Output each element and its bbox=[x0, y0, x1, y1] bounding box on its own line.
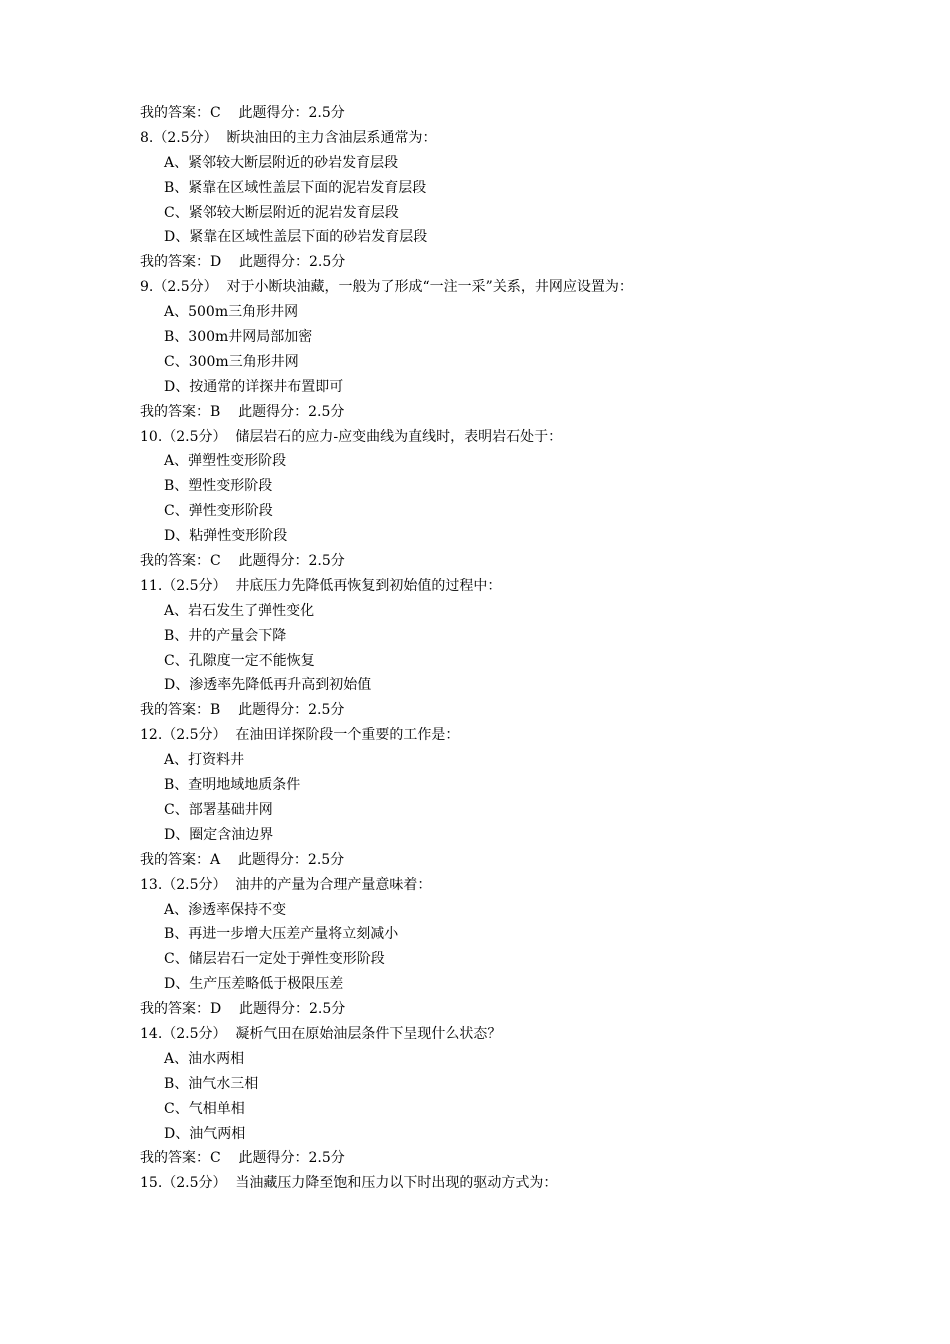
answer-option: D、油气两相 bbox=[164, 1125, 246, 1142]
answer-option: C、弹性变形阶段 bbox=[164, 503, 273, 520]
answer-option: B、查明地域地质条件 bbox=[164, 777, 301, 794]
answer-option: A、500m三角形井网 bbox=[164, 304, 299, 321]
answer-option: D、按通常的详探井布置即可 bbox=[164, 378, 344, 395]
answer-option: D、紧靠在区域性盖层下面的砂岩发育层段 bbox=[164, 229, 428, 246]
document-body bbox=[140, 101, 840, 1196]
question-text: 13.（2.5分） 油井的产量为合理产量意味着： bbox=[140, 876, 432, 893]
my-answer-line: 我的答案：B 此题得分：2.5分 bbox=[140, 702, 345, 719]
answer-option: A、弹塑性变形阶段 bbox=[164, 453, 287, 470]
answer-option: C、气相单相 bbox=[164, 1100, 245, 1117]
answer-option: A、打资料井 bbox=[164, 752, 245, 769]
answer-option: B、300m井网局部加密 bbox=[164, 329, 313, 346]
answer-option: B、紧靠在区域性盖层下面的泥岩发育层段 bbox=[164, 179, 427, 196]
answer-option: A、紧邻较大断层附近的砂岩发育层段 bbox=[164, 154, 399, 171]
answer-option: C、孔隙度一定不能恢复 bbox=[164, 652, 315, 669]
answer-option: C、紧邻较大断层附近的泥岩发育层段 bbox=[164, 204, 399, 221]
question-text: 8.（2.5分） 断块油田的主力含油层系通常为： bbox=[140, 129, 437, 146]
answer-option: A、岩石发生了弹性变化 bbox=[164, 602, 315, 619]
answer-option: C、300m三角形井网 bbox=[164, 353, 299, 370]
answer-option: A、油水两相 bbox=[164, 1050, 245, 1067]
answer-option: B、塑性变形阶段 bbox=[164, 478, 273, 495]
answer-option: C、部署基础井网 bbox=[164, 801, 273, 818]
question-text: 15.（2.5分） 当油藏压力降至饱和压力以下时出现的驱动方式为： bbox=[140, 1175, 558, 1192]
answer-option: B、井的产量会下降 bbox=[164, 627, 287, 644]
answer-option: B、油气水三相 bbox=[164, 1075, 259, 1092]
my-answer-line: 我的答案：C 此题得分：2.5分 bbox=[140, 1150, 345, 1167]
answer-option: B、再进一步增大压差产量将立刻减小 bbox=[164, 926, 399, 943]
my-answer-line: 我的答案：D 此题得分：2.5分 bbox=[140, 254, 346, 271]
answer-option: D、圈定含油边界 bbox=[164, 826, 274, 843]
question-text: 12.（2.5分） 在油田详探阶段一个重要的工作是： bbox=[140, 727, 460, 744]
answer-option: D、粘弹性变形阶段 bbox=[164, 528, 288, 545]
my-answer-line: 我的答案：B 此题得分：2.5分 bbox=[140, 403, 345, 420]
my-answer-line: 我的答案：C 此题得分：2.5分 bbox=[140, 105, 345, 121]
question-text: 9.（2.5分） 对于小断块油藏，一般为了形成“一注一采”关系，井网应设置为： bbox=[140, 279, 633, 296]
answer-option: C、储层岩石一定处于弹性变形阶段 bbox=[164, 951, 385, 968]
answer-option: D、渗透率先降低再升高到初始值 bbox=[164, 677, 372, 694]
answer-option: A、渗透率保持不变 bbox=[164, 901, 287, 918]
question-text: 10.（2.5分） 储层岩石的应力-应变曲线为直线时，表明岩石处于： bbox=[140, 428, 563, 445]
question-text: 11.（2.5分） 井底压力先降低再恢复到初始值的过程中： bbox=[140, 577, 502, 594]
my-answer-line: 我的答案：A 此题得分：2.5分 bbox=[140, 851, 345, 868]
my-answer-line: 我的答案：C 此题得分：2.5分 bbox=[140, 553, 345, 570]
answer-option: D、生产压差略低于极限压差 bbox=[164, 976, 344, 993]
question-text: 14.（2.5分） 凝析气田在原始油层条件下呈现什么状态？ bbox=[140, 1025, 502, 1042]
my-answer-line: 我的答案：D 此题得分：2.5分 bbox=[140, 1001, 346, 1018]
